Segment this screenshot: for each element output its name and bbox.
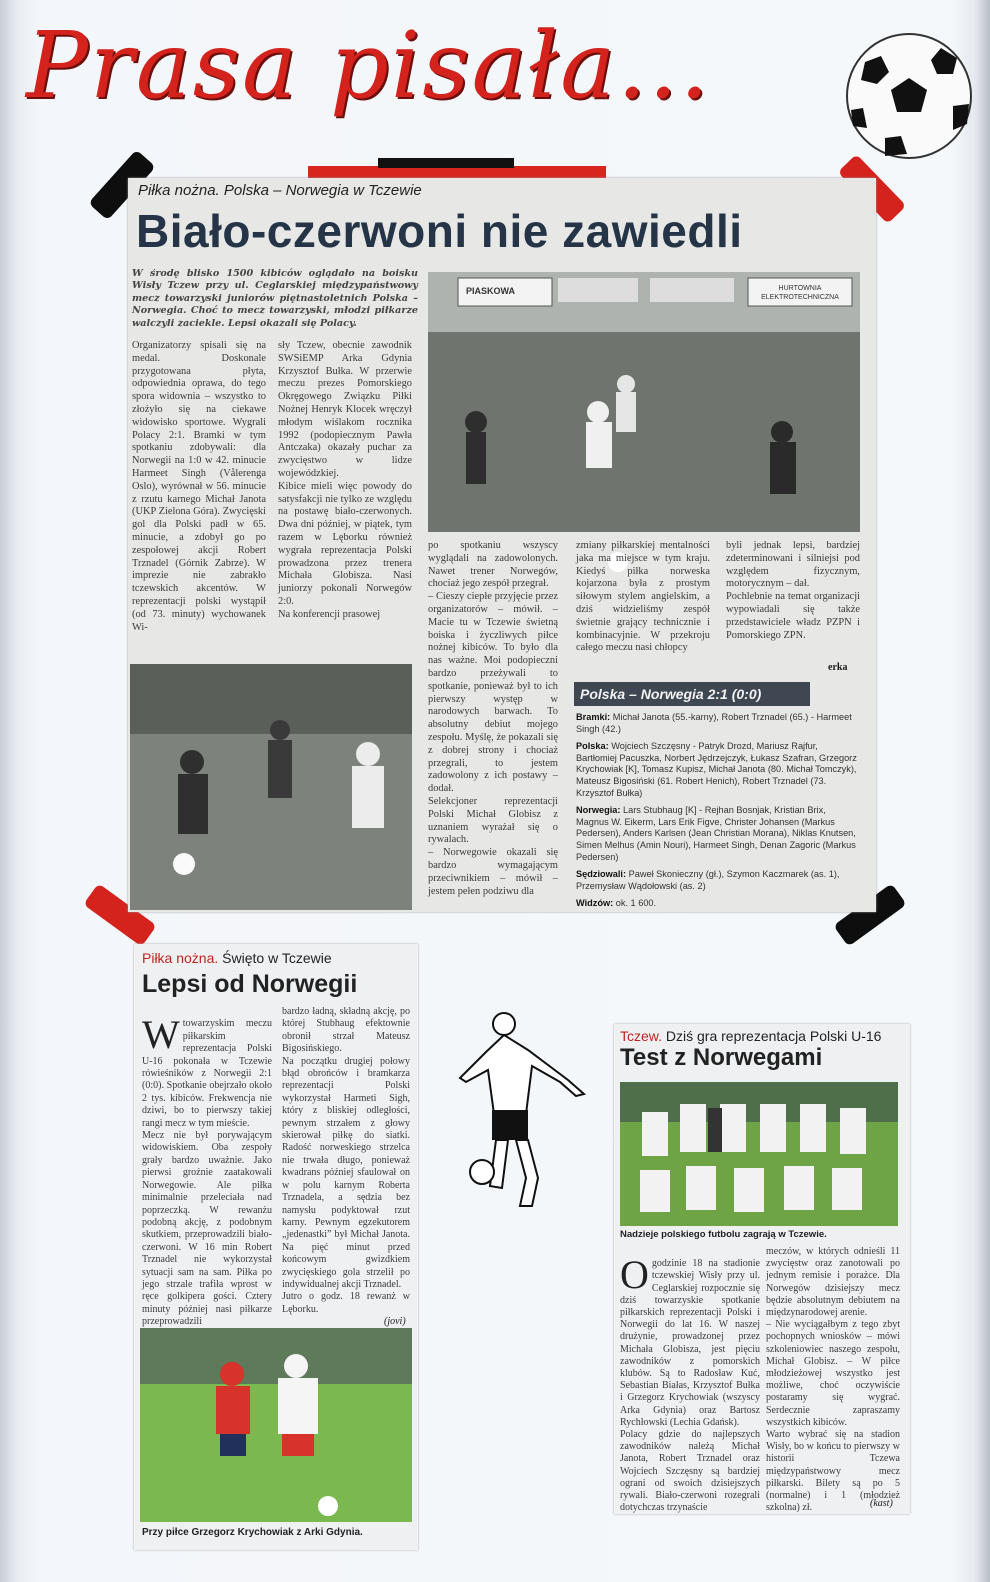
result-referees: Sędziowali: Paweł Skonieczny (gł.), Szymon Kaczmarek (as. 1), Przemysław Wądołowski (as. 2) [576, 869, 840, 891]
headline: Biało-czerwoni nie zawiedli [136, 205, 743, 257]
article-column-4: zmiany piłkarskiej mentalności jaka ma miejsce w tym kraju. Kiedyś piłka norweska kojarzona była z prostym siłowym stylem angielskim, a dziś widzieliśmy zespół świetnie grający technicznie i kombinacyjnie. W przekroju całego meczu nasi chłopcy [576, 540, 710, 654]
clipping-bialo-czerwoni [128, 178, 876, 912]
article-column-2: sły Tczew, obecnie zawodnik SWSiEMP Arka Gdynia Krzysztof Bułka. W przerwie meczu prezes Pomorskiego Okręgowego Związku Piłki Nożnej Henryk Klocek wręczył młodym wiślakom rocznika 1992 (podopiecznym Pawła Antczaka) okazały puchar za zwycięstwo w lidze wojewódzkiej. Kibice mieli więc powody do satysfakcji nie tylko ze względu na postawę biało-czerwonych. Dwa dni później, w piątek, tym razem w Lęborku również wygrała reprezentacja Polski prowadzona przez trenera Michała Globisza. Nasi juniorzy pokonali Norwegów 2:0. Na konferencji prasowej [278, 340, 412, 620]
result-attendance: Widzów: ok. 1 600. [576, 898, 657, 909]
clipping-lepsi-od-norwegii [134, 944, 418, 1550]
lead-paragraph: W środę blisko 1500 kibiców oglądało na boisku Wisły Tczew przy ul. Ceglarskiej międzypaństwowy mecz towarzyski juniorów piętnastoletnich Polska – Norwegia. Choć to mecz towarzyski, młodzi piłkarze walczyli zaciekle. Lepsi okazali się Polacy. [132, 268, 418, 329]
match-photo-krychowiak [140, 1328, 412, 1522]
photo-caption: Nadzieje polskiego futbolu zagrają w Tczewie. [620, 1229, 827, 1240]
author-signature: (kast) [870, 1498, 893, 1509]
result-box-title: Polska – Norwegia 2:1 (0:0) [574, 682, 810, 706]
headline: Lepsi od Norwegii [142, 970, 358, 998]
page-heading: Prasa pisała... [26, 12, 711, 119]
clipping-test-z-norwegami [614, 1024, 910, 1514]
banner-hurtownia: HURTOWNIA ELEKTROTECHNICZNA [761, 285, 839, 301]
football-icon [845, 32, 973, 160]
match-photo-bottom [130, 664, 412, 910]
article-column-2: bardzo ładną, składną akcję, po której Stubhaug efektownie obronił strzał Mateusz Bigosińskiego. Na początku drugiej połowy błąd obrońców i bramkarza reprezentacji Polski wykorzystał Harmeti Sigh, który z bliskiej odległości, pewnym strzałem z głowy skierował piłkę do siatki. Radość norweskiego strzelca nie trwała długo, ponieważ kwadrans później sfaulował on w polu karnym Roberta Trznadela, a sędzia bez namysłu podyktował rzut karny. Pewnym egzekutorem „jedenastki” był Michał Janota. Na pięć minut przed końcowym gwizdkiem zwycięskiego gola strzelił po indywidualnej akcji Trznadel. Jutro o godz. 18 rewanż w Lęborku. [282, 1006, 410, 1315]
heading-black-underline [378, 158, 514, 168]
author-signature: erka [828, 662, 848, 673]
result-goals: Bramki: Michał Janota (55.-karny), Robert Trznadel (65.) - Harmeet Singh (42.) [576, 712, 852, 734]
headline: Test z Norwegami [620, 1044, 823, 1071]
kicker: Tczew. Dziś gra reprezentacja Polski U-16 [620, 1028, 882, 1044]
result-box [576, 712, 858, 912]
article-column-3: po spotkaniu wszyscy wyglądali na zadowolonych. Nawet trener Norwegów, chociaż jego zespół przegrał. – Cieszy ciepłe przyjęcie przez organizatorów – mówił. – Macie tu w Tczewie świetną boiska i życzliwych piłce nożnej kibiców. To było dla nas ważne. Moi podopieczni bardzo przeżywali to spotkanie, ponieważ był to ich pierwszy występ w narodowych barwach. To absolutny debiut mojego zespołu. Myślę, że pokazali się z dobrej strony i chociaż przegrali, to jestem zadowolony z ich postawy – dodał. Selekcjoner reprezentacji Polski Michał Globisz z uznaniem wyrażał się o rywalach. – Norwegowie okazali się bardzo wymagającym przeciwnikiem – mówił – jestem pełen podziwu dla [428, 540, 558, 897]
kicker: Piłka nożna. Święto w Tczewie [142, 950, 332, 966]
photo-caption: Przy piłce Grzegorz Krychowiak z Arki Gdynia. [142, 1527, 363, 1538]
article-column-5: byli jednak lepsi, bardziej zdeterminowani i silniejsi pod względem fizycznym, motorycznym – dał. Pochlebnie na temat organizacji wypowiadali się także przedstawiciele władz PZPN i Pomorskiego ZPN. [726, 540, 860, 641]
kicker: Piłka nożna. Polska – Norwegia w Tczewie [138, 182, 422, 199]
football-player-cutout [456, 1010, 588, 1216]
drop-cap: W [142, 1012, 180, 1058]
match-photo-top [428, 272, 860, 532]
article-column-2: meczów, w których odnieśli 11 zwycięstw oraz zanotowali po jednym remisie i porażce. Dla Norwegów dzisiejszy mecz będzie absolutnym debiutem na międzynarodowej arenie. – Nie wyciągałbym z tego zbyt pochopnych wniosków – mówi szkoleniowiec naszego zespołu, Michał Globisz. – W piłce młodzieżowej wszystko jest możliwe, choć oczywiście postaramy się wygrać. Serdecznie zapraszamy wszystkich kibiców. Warto wybrać się na stadion Wisły, bo w końcu to pierwszy w historii Tczewa międzypaństwowy mecz piłkarski. Bilety są po 5 (normalne) i 1 (młodzież szkolna) zł. [766, 1246, 900, 1514]
team-photo [620, 1082, 898, 1226]
article-column-1: Organizatorzy spisali się na medal. Doskonale przygotowana płyta, odpowiednia oprawa, do tego spora widownia – wszystko to złożyło się na ciekawe widowisko sportowe. Wygrali Polacy 2:1. Bramki w tym spotkaniu zdobywali: dla Norwegii na 1:0 w 42. minucie Harmeet Singh (Vålerenga Oslo), wyrównał w 56. minucie z rzutu karnego Michał Janota (UKP Zielona Góra). Zwycięski gol dla Polski padł w 65. minucie, a zdobył go po zespołowej akcji Robert Trznadel (Górnik Zabrze). W imprezie nie zabrakło tczewskich akcentów. W reprezentacji polski wystąpił (od 73. minuty) wychowanek Wi- [132, 340, 266, 633]
result-norway-lineup: Norwegia: Lars Stubhaug [K] - Rejhan Bosnjak, Kristian Brix, Magnus W. Eikerm, Lars Erik Figve, Christer Johansen (Markus Pedersen), Anders Karlsen (Jean Christian Morana), Niklas Knutsen, Simen Melhus (Amin Nouri), Harmeet Singh, Denan Zagoric (Markus Pedersen) [576, 805, 856, 862]
author-signature: (jovi) [384, 1316, 406, 1327]
result-poland-lineup: Polska: Wojciech Szczęsny - Patryk Drozd, Mariusz Rajfur, Bartłomiej Pacuszka, Norbert Jędrzejczyk, Łukasz Szafran, Grzegorz Krychowiak [K], Tomasz Kupisz, Michał Janota (80. Michał Tomczyk), Mateusz Bigosiński (61. Robert Henich), Robert Trznadel (73. Krzysztof Bułka) [576, 741, 857, 798]
drop-cap: O [620, 1252, 649, 1298]
article-column-1: Wtowarzyskim meczu piłkarskim reprezentacja Polski U-16 pokonała w Tczewie rówieśników z Norwegii 2:1 (0:0). Spotkanie obejrzało około 2 tys. kibiców. Frekwencja nie dziwi, bo to pierwszy takiej rangi mecz w tym mieście. Mecz nie był porywającym widowiskiem. Oba zespoły grały bardzo uważnie. Jako pierwsi groźnie zaatakowali Norwegowie. Ale piłka minimalnie przeleciała nad poprzeczką. W rewanżu podobną akcję, z podobnym skutkiem, przeprowadzili biało-czerwoni. W 16 min Robert Trznadel nie wykorzystał sytuacji sam na sam. Piłka po jego strzale trafiła wprost w ręce golkipera gości. Cztery minuty później nasi piłkarze przeprowadzili [142, 1012, 272, 1328]
article-column-1: Ogodzinie 18 na stadionie tczewskiej Wisły przy ul. Ceglarskiej rozpocznie się dziś towarzyskie spotkanie piłkarskich reprezentacji Polski i Norwegii do lat 16. W naszej drużynie, prowadzonej przez Michała Globisza, jest pięciu zawodników z pomorskich klubów. Są to Radosław Kuć, Sebastian Białas, Krzysztof Bułka i Grzegorz Krychowiak (wszyscy Arka Gdynia) oraz Bartosz Rychłowski (Lechia Gdańsk). Polacy gdzie do najlepszych zawodników należą Michał Janota, Robert Trznadel oraz Wojciech Szczęsny są bardziej ograni od swoich dzisiejszych rywali. Biało-czerwoni rozegrali dotychczas trzynaście [620, 1252, 760, 1514]
banner-piaskowa: PIASKOWA [466, 286, 516, 296]
